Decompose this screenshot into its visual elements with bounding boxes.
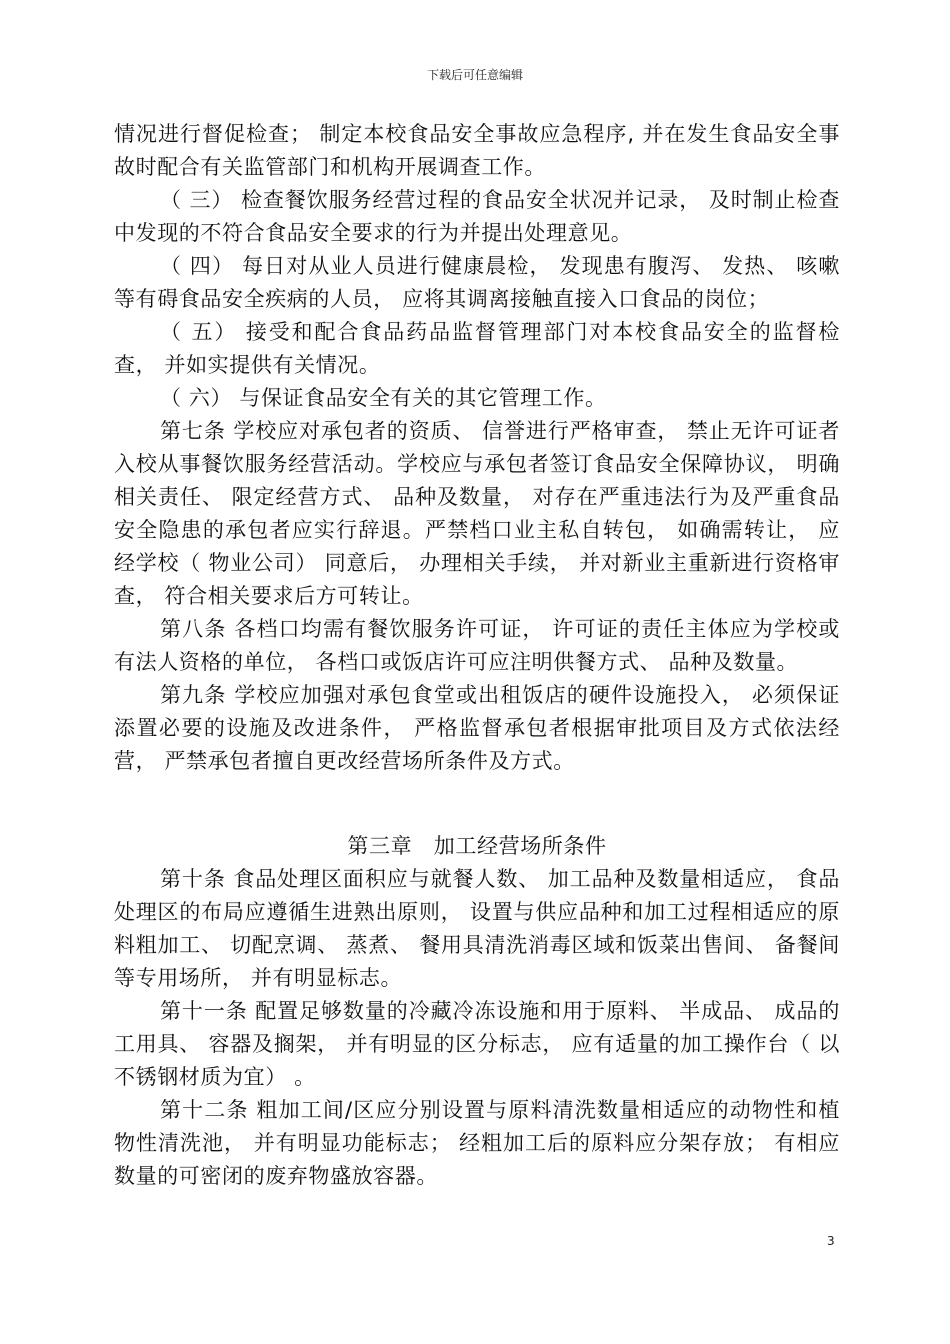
- paragraph: （ 五） 接受和配合食品药品监督管理部门对本校食品安全的监督检查， 并如实提供有关情况。: [114, 320, 840, 377]
- paragraph: （ 四） 每日对从业人员进行健康晨检， 发现患有腹泻、 发热、 咳嗽等有碍食品安全疾病的人员， 应将其调离接触直接入口食品的岗位；: [114, 254, 840, 311]
- article-9: 第九条 学校应加强对承包食堂或出租饭店的硬件设施投入， 必须保证添置必要的设施及改进条件， 严格监督承包者根据审批项目及方式依法经营， 严禁承包者擅自更改经营场所条件及方式。: [114, 683, 840, 773]
- article-11: 第十一条 配置足够数量的冷藏冷冻设施和用于原料、 半成品、 成品的工用具、 容器及搁架， 并有明显的区分标志， 应有适量的加工操作台（ 以不锈钢材质为宜） 。: [114, 999, 840, 1089]
- page-number: 3: [827, 1234, 835, 1248]
- page-header: 下载后可任意编辑: [426, 68, 523, 82]
- paragraph: （ 六） 与保证食品安全有关的其它管理工作。: [160, 386, 607, 410]
- document-body: [114, 118, 840, 1193]
- article-8: 第八条 各档口均需有餐饮服务许可证， 许可证的责任主体应为学校或有法人资格的单位， 各档口或饭店许可应注明供餐方式、 品种及数量。: [114, 617, 840, 674]
- article-10: 第十条 食品处理区面积应与就餐人数、 加工品种及数量相适应， 食品处理区的布局应遵循生进熟出原则， 设置与供应品种和加工过程相适应的原料粗加工、 切配烹调、 蒸煮、 餐用具清洗消毒区域和饭菜出售间、 备餐间等专用场所， 并有明显标志。: [114, 867, 840, 990]
- article-12: 第十二条 粗加工间/区应分别设置与原料清洗数量相适应的动物性和植物性清洗池， 并有明显功能标志； 经粗加工后的原料应分架存放； 有相应数量的可密闭的废弃物盛放容器。: [114, 1098, 840, 1188]
- paragraph: （ 三） 检查餐饮服务经营过程的食品安全状况并记录， 及时制止检查中发现的不符合食品安全要求的行为并提出处理意见。: [114, 188, 840, 245]
- article-7: 第七条 学校应对承包者的资质、 信誉进行严格审查， 禁止无许可证者入校从事餐饮服务经营活动。学校应与承包者签订食品安全保障协议， 明确相关责任、 限定经营方式、 品种及数量， 对存在严重违法行为及严重食品安全隐患的承包者应实行辞退。严禁档口业主私自转包， 如确需转让， 应经学校（ 物业公司） 同意后， 办理相关手续， 并对新业主重新进行资格审查， 符合相关要求后方可转让。: [114, 419, 840, 608]
- chapter-heading: 第三章 加工经营场所条件: [347, 834, 607, 858]
- paragraph: 情况进行督促检查； 制定本校食品安全事故应急程序, 并在发生食品安全事故时配合有关监管部门和机构开展调查工作。: [114, 122, 840, 179]
